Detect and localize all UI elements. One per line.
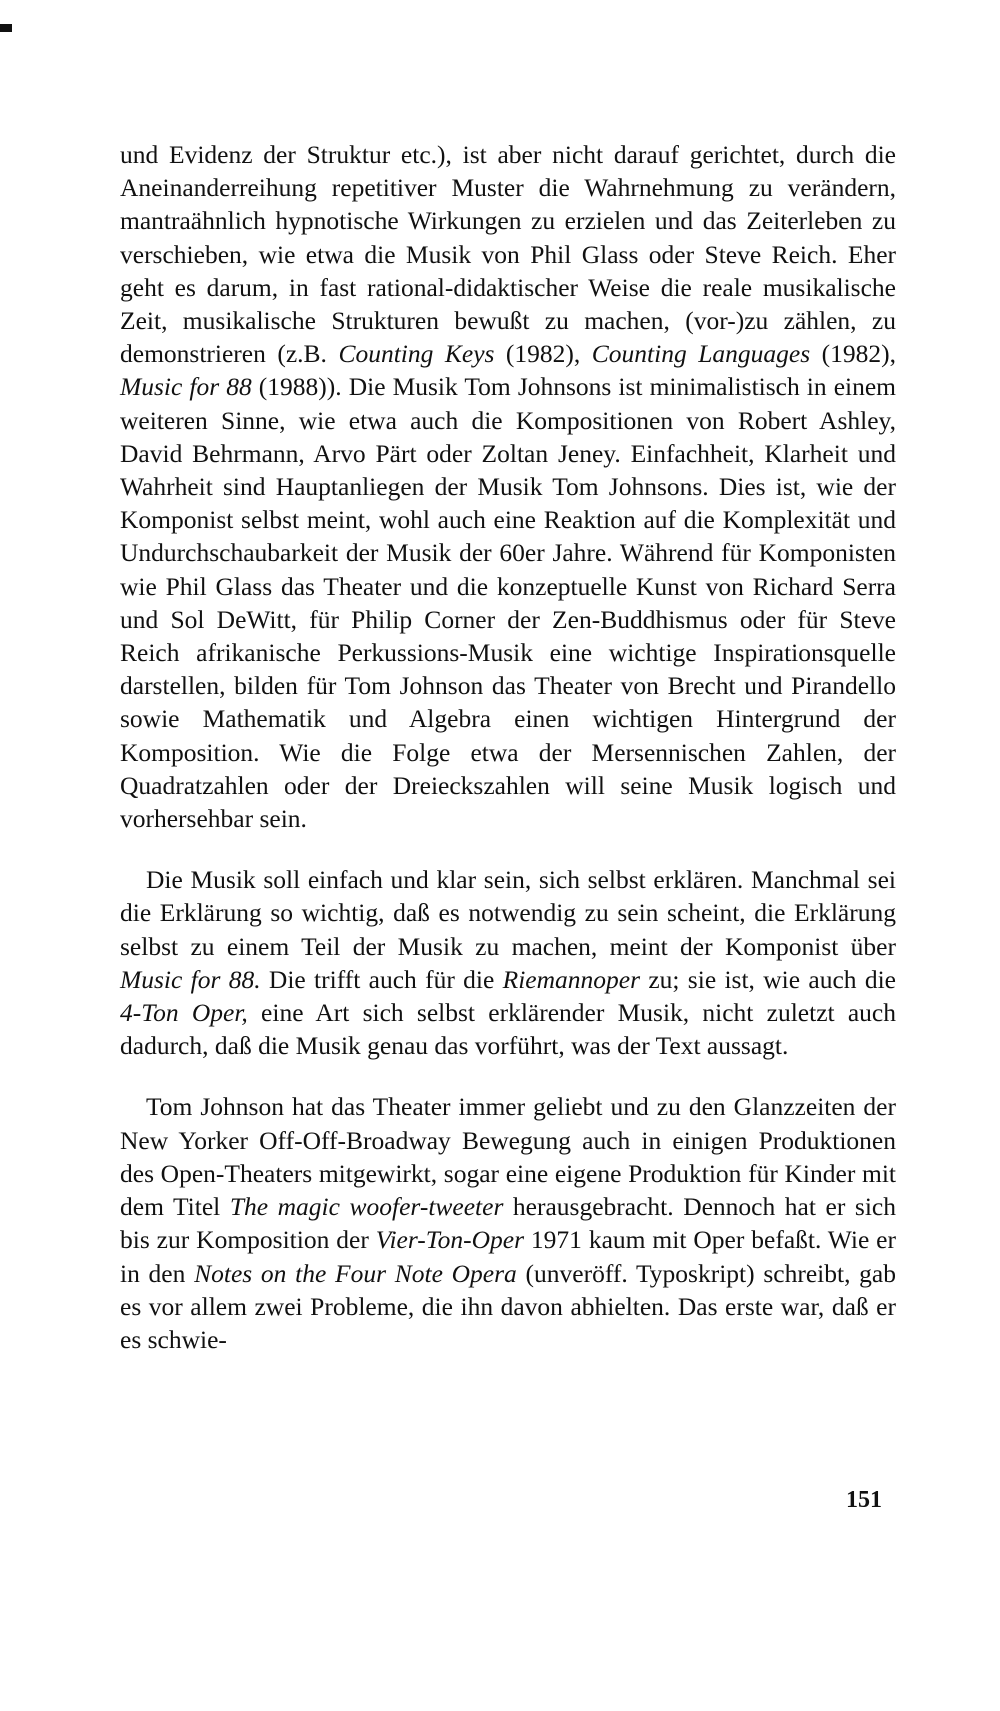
text-run: herausgebracht. Dennoch hat er sich bis zur Komposition der bbox=[120, 1192, 896, 1255]
italic-title: Music for 88 bbox=[120, 372, 252, 402]
paragraph-1 bbox=[120, 138, 896, 835]
italic-title: Notes on the Four Note Opera bbox=[194, 1258, 517, 1288]
text-run: und Evidenz der Struktur etc.), ist aber nicht darauf gerichtet, durch die Aneinanderreihung repetitiver Muster die Wahrnehmung zu verändern, mantraähnlich hypnotische Wirkungen zu erzielen und das Zeiterleben zu verschieben, wie etwa die Musik von Phil Glass oder Steve Reich. Eher geht es darum, in fast rational-didaktischer Weise die reale musikalische Zeit, musikalische Strukturen bewußt zu machen, (vor-)zu zählen, zu demonstrieren (z.B. bbox=[120, 140, 896, 369]
text-run: zu; sie ist, wie auch die bbox=[640, 964, 896, 994]
italic-title: 4-Ton Oper, bbox=[120, 998, 248, 1028]
paragraph-2 bbox=[120, 863, 896, 1062]
italic-title: Vier-Ton-Oper bbox=[375, 1225, 524, 1255]
body-text bbox=[120, 138, 896, 1356]
text-run: Die Musik soll einfach und klar sein, sich selbst erklären. Manchmal sei die Erklärung so wichtig, daß es notwendig zu sein scheint, die Erklärung selbst zu einem Teil der Musik zu machen, meint der Komponist über bbox=[120, 865, 896, 961]
text-run: (1982), bbox=[494, 339, 592, 369]
text-run: (unveröff. Typoskript) schreibt, gab es vor allem zwei Probleme, die ihn davon abhielten. Das erste war, daß er es schwie- bbox=[120, 1258, 896, 1354]
italic-title: Counting Keys bbox=[338, 339, 495, 369]
text-run: 1971 kaum mit Oper befaßt. Wie er in den bbox=[120, 1225, 896, 1288]
italic-title: Counting Languages bbox=[591, 339, 811, 369]
text-run: (1982), bbox=[810, 339, 897, 369]
text-run: eine Art sich selbst erklärender Musik, nicht zuletzt auch dadurch, daß die Musik genau das vorführt, was der Text aussagt. bbox=[120, 998, 896, 1061]
italic-title: The magic woofer-tweeter bbox=[229, 1192, 504, 1222]
text-run: Tom Johnson hat das Theater immer geliebt und zu den Glanzzeiten der New Yorker Off-Off-Broadway Bewegung auch in einigen Produktionen des Open-Theaters mitgewirkt, sogar eine eigene Produktion für Kinder mit dem Titel bbox=[120, 1092, 896, 1222]
page-number: 151 bbox=[846, 1487, 882, 1513]
text-run: (1988)). Die Musik Tom Johnsons ist minimalistisch in einem weiteren Sinne, wie etwa auch die Kompositionen von Robert Ashley, David Behrmann, Arvo Pärt oder Zoltan Jeney. Einfachheit, Klarheit und Wahrheit sind Hauptanliegen der Musik Tom Johnsons. Dies ist, wie der Komponist selbst meint, wohl auch eine Reaktion auf die Komplexität und Undurchschaubarkeit der Musik der 60er Jahre. Während für Komponisten wie Phil Glass das Theater und die konzeptuelle Kunst von Richard Serra und Sol DeWitt, für Philip Corner der Zen-Buddhismus oder für Steve Reich afrikanische Perkussions-Musik eine wichtige Inspirationsquelle darstellen, bilden für Tom Johnson das Theater von Brecht und Pirandello sowie Mathematik und Algebra einen wichtigen Hintergrund der Komposition. Wie die Folge etwa der Mersennischen Zahlen, der Quadratzahlen oder der Dreieckszahlen will seine Musik logisch und vorhersehbar sein. bbox=[120, 372, 897, 834]
italic-title: Music for 88. bbox=[120, 964, 261, 994]
paragraph-3 bbox=[120, 1090, 896, 1356]
scan-mark bbox=[0, 24, 12, 32]
text-run: Die trifft auch für die bbox=[260, 964, 503, 994]
italic-title: Riemannoper bbox=[502, 964, 641, 994]
